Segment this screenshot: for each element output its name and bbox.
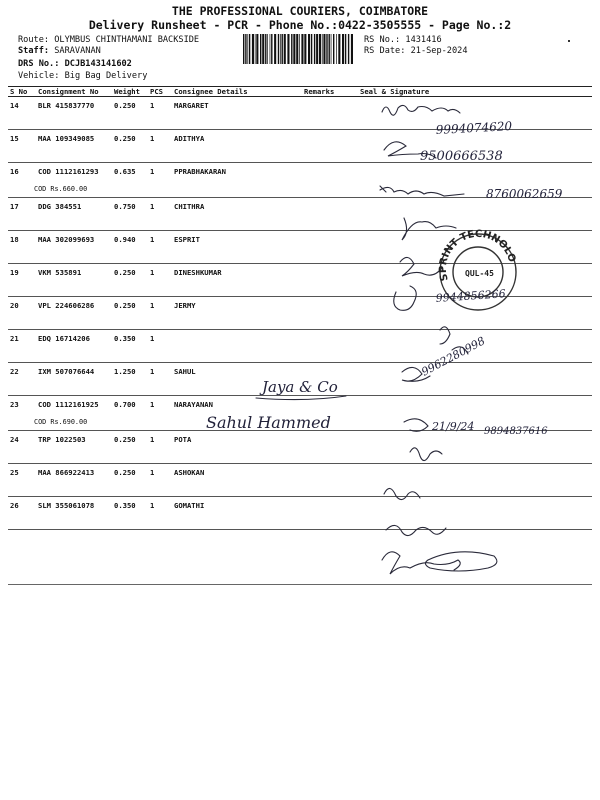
- barcode-bar: [311, 34, 312, 64]
- barcode-bar: [331, 34, 332, 64]
- cell-consignment: [36, 431, 112, 464]
- cell-seal: [358, 330, 592, 363]
- staff-value: SARAVANAN: [54, 46, 101, 56]
- cell-weight: [112, 297, 148, 330]
- barcode-bar: [287, 34, 289, 64]
- company-title: THE PROFESSIONAL COURIERS, COIMBATORE: [171, 4, 429, 18]
- cell-remarks: [302, 396, 358, 431]
- cell-sno: [8, 363, 36, 396]
- cod-amount: COD Rs.690.00: [34, 418, 88, 426]
- cell-consignment-text: COD 1112161925: [38, 400, 99, 409]
- cell-consignment-text: DDG 384551: [38, 202, 82, 211]
- handwritten-phone-19: 9944856266: [435, 287, 507, 305]
- cell-weight: [112, 231, 148, 264]
- staff-label: Staff:: [18, 46, 50, 56]
- cell-remarks: [302, 363, 358, 396]
- route-label: Route:: [18, 35, 50, 45]
- barcode-bar: [271, 34, 272, 64]
- barcode-bar: [267, 34, 268, 64]
- cell-weight-text: 0.635: [114, 167, 136, 176]
- stamp-number: QUL-45: [465, 269, 494, 278]
- cell-seal: [358, 396, 592, 431]
- cell-weight: [112, 464, 148, 497]
- rs-date-value: 21-Sep-2024: [410, 46, 468, 56]
- cell-consignee: [172, 431, 302, 464]
- cell-sno-text: 22: [10, 367, 19, 376]
- cell-weight-text: 0.250: [114, 134, 136, 143]
- barcode-bar: [348, 34, 349, 64]
- cell-sno: [8, 97, 36, 130]
- cell-sno-text: 26: [10, 501, 19, 510]
- cell-consignment: [36, 464, 112, 497]
- rs-date-line: [364, 46, 468, 56]
- barcode-bar: [280, 34, 281, 64]
- cell-consignee-text: ESPRIT: [174, 235, 200, 244]
- cell-consignee-text: CHITHRA: [174, 202, 205, 211]
- page-end-line: [8, 584, 592, 585]
- cell-consignment-text: COD 1112161293: [38, 167, 99, 176]
- cell-consignment: [36, 198, 112, 231]
- barcode-bar: [284, 34, 286, 64]
- barcode-bar: [296, 34, 298, 64]
- runsheet-subtitle: Delivery Runsheet - PCR - Phone No.:0422-3505555 - Page No.:2: [88, 18, 512, 32]
- cell-consignee: [172, 464, 302, 497]
- cell-pcs-text: 1: [150, 367, 155, 376]
- cell-weight-text: 0.940: [114, 235, 136, 244]
- barcode-bar: [265, 34, 266, 64]
- cell-sno-text: 24: [10, 435, 19, 444]
- handwritten-phone-21: 9962280998: [419, 334, 488, 379]
- cell-weight-text: 0.250: [114, 301, 136, 310]
- cell-weight: [112, 330, 148, 363]
- cell-pcs-text: 1: [150, 435, 155, 444]
- cell-pcs-text: 1: [150, 235, 155, 244]
- rs-no-label: RS No.:: [364, 35, 401, 45]
- cell-consignment-text: BLR 415837770: [38, 101, 95, 110]
- cell-pcs: [148, 431, 172, 464]
- cell-weight-text: 1.250: [114, 367, 136, 376]
- cell-weight: [112, 97, 148, 130]
- table-row: [8, 330, 592, 363]
- drs-label: DRS No.:: [18, 59, 60, 69]
- cell-consignee: [172, 130, 302, 163]
- barcode-bar: [293, 34, 295, 64]
- cell-weight: [112, 198, 148, 231]
- cell-remarks: [302, 130, 358, 163]
- barcode-bar: [282, 34, 283, 64]
- drs-line: [18, 59, 132, 69]
- cell-weight: [112, 396, 148, 431]
- cell-remarks: [302, 97, 358, 130]
- cell-pcs: [148, 396, 172, 431]
- cell-weight: [112, 130, 148, 163]
- handwritten-phone-14: 9994074620: [435, 119, 513, 137]
- barcode-bar: [342, 34, 344, 64]
- cell-seal: [358, 264, 592, 297]
- table-row: [8, 497, 592, 530]
- cell-remarks: [302, 198, 358, 231]
- cell-consignment-text: TRP 1022503: [38, 435, 86, 444]
- cell-remarks: [302, 431, 358, 464]
- col-consignment: Consignment No: [36, 87, 112, 97]
- handwritten-date-22: 21/9/24: [432, 420, 475, 433]
- cell-sno-text: 25: [10, 468, 19, 477]
- cell-remarks: [302, 330, 358, 363]
- cell-sno-text: 16: [10, 167, 19, 176]
- barcode-bar: [270, 34, 271, 64]
- cell-sno: [8, 163, 36, 198]
- col-sno: S No: [8, 87, 36, 97]
- cell-seal: [358, 198, 592, 231]
- cell-seal: [358, 231, 592, 264]
- cell-sno: [8, 396, 36, 431]
- barcode-bar: [308, 34, 310, 64]
- barcode-bar: [249, 34, 250, 64]
- barcode-bar: [299, 34, 300, 64]
- cell-consignee-text: SAHUL: [174, 367, 196, 376]
- barcode-bar: [326, 34, 327, 64]
- cell-sno: [8, 130, 36, 163]
- cell-consignee-text: ASHOKAN: [174, 468, 205, 477]
- cell-pcs: [148, 97, 172, 130]
- table-row: [8, 297, 592, 330]
- barcode-bar: [255, 34, 256, 64]
- cell-consignment-text: EDQ 16714206: [38, 334, 90, 343]
- cell-sno: [8, 330, 36, 363]
- runsheet-table: [8, 86, 592, 530]
- cell-consignment: [36, 97, 112, 130]
- cell-consignment: [36, 363, 112, 396]
- barcode: [243, 34, 353, 64]
- table-row: [8, 264, 592, 297]
- cell-sno: [8, 297, 36, 330]
- cell-weight-text: 0.350: [114, 501, 136, 510]
- cell-remarks: [302, 231, 358, 264]
- cell-sno: [8, 231, 36, 264]
- cell-consignee: [172, 396, 302, 431]
- cell-remarks: [302, 497, 358, 530]
- cell-consignee-text: POTA: [174, 435, 192, 444]
- rs-no-line: [364, 35, 442, 45]
- barcode-bar: [256, 34, 258, 64]
- barcode-bar: [252, 34, 254, 64]
- cell-weight: [112, 163, 148, 198]
- barcode-bar: [243, 34, 244, 64]
- cell-consignment: [36, 396, 112, 431]
- rs-date-label: RS Date:: [364, 46, 406, 56]
- cell-pcs: [148, 264, 172, 297]
- col-pcs: PCS: [148, 87, 172, 97]
- cell-consignee-text: JERMY: [174, 301, 196, 310]
- signature-26: [382, 552, 460, 574]
- cell-pcs: [148, 231, 172, 264]
- cell-pcs: [148, 130, 172, 163]
- cell-remarks: [302, 464, 358, 497]
- cell-weight-text: 0.350: [114, 334, 136, 343]
- cell-sno-text: 14: [10, 101, 19, 110]
- cell-consignment: [36, 497, 112, 530]
- cell-pcs: [148, 330, 172, 363]
- barcode-bar: [314, 34, 315, 64]
- handwritten-phone-15: 9500666538: [420, 149, 503, 164]
- cell-sno-text: 23: [10, 400, 19, 409]
- barcode-bar: [323, 34, 325, 64]
- table-row: [8, 130, 592, 163]
- cell-consignment: [36, 163, 112, 198]
- cell-consignee: [172, 198, 302, 231]
- cell-seal: [358, 163, 592, 198]
- table-header-row: [8, 87, 592, 97]
- vehicle-label: Vehicle:: [18, 71, 60, 81]
- table-row: [8, 396, 592, 431]
- cell-weight-text: 0.250: [114, 435, 136, 444]
- cell-pcs-text: 1: [150, 301, 155, 310]
- cell-weight: [112, 264, 148, 297]
- barcode-bar: [319, 34, 321, 64]
- cell-sno-text: 20: [10, 301, 19, 310]
- cell-consignee: [172, 363, 302, 396]
- cell-consignee: [172, 497, 302, 530]
- cell-consignment: [36, 264, 112, 297]
- barcode-bar: [247, 34, 248, 64]
- cell-sno: [8, 464, 36, 497]
- cell-weight-text: 0.250: [114, 468, 136, 477]
- barcode-bar: [278, 34, 279, 64]
- table-row: [8, 363, 592, 396]
- cell-consignment-text: MAA 109349085: [38, 134, 95, 143]
- cell-consignment-text: MAA 866922413: [38, 468, 95, 477]
- cell-consignee-text: MARGARET: [174, 101, 209, 110]
- cell-consignment-text: IXM 507076644: [38, 367, 95, 376]
- rs-no-value: 1431416: [405, 35, 442, 45]
- barcode-bar: [336, 34, 337, 64]
- barcode-bar: [338, 34, 340, 64]
- cell-pcs: [148, 363, 172, 396]
- handwritten-phone-16: 8760062659: [486, 187, 563, 201]
- cell-pcs-text: 1: [150, 268, 155, 277]
- cell-sno-text: 17: [10, 202, 19, 211]
- cell-consignment: [36, 130, 112, 163]
- barcode-bar: [301, 34, 303, 64]
- table-row: [8, 431, 592, 464]
- cell-consignee: [172, 97, 302, 130]
- cell-seal: [358, 130, 592, 163]
- cell-pcs-text: 1: [150, 400, 155, 409]
- cell-seal: [358, 431, 592, 464]
- cell-pcs: [148, 198, 172, 231]
- drs-value: DCJB143141602: [64, 59, 132, 69]
- cell-consignment-text: VKM 535891: [38, 268, 82, 277]
- col-remarks: Remarks: [302, 87, 358, 97]
- barcode-bar: [262, 34, 264, 64]
- cell-weight-text: 0.250: [114, 101, 136, 110]
- cell-consignee: [172, 330, 302, 363]
- barcode-bar: [304, 34, 306, 64]
- cell-pcs-text: 1: [150, 167, 155, 176]
- col-seal-signature: Seal & Signature: [358, 87, 592, 97]
- cell-sno-text: 21: [10, 334, 19, 343]
- cell-consignee: [172, 231, 302, 264]
- cell-consignment-text: MAA 302099693: [38, 235, 95, 244]
- cell-weight-text: 0.700: [114, 400, 136, 409]
- cell-consignment-text: VPL 224606286: [38, 301, 95, 310]
- cell-weight-text: 0.250: [114, 268, 136, 277]
- cell-pcs: [148, 464, 172, 497]
- col-consignee: Consignee Details: [172, 87, 302, 97]
- vehicle-value: Big Bag Delivery: [64, 71, 148, 81]
- cell-consignee-text: GOMATHI: [174, 501, 205, 510]
- barcode-bar: [245, 34, 246, 64]
- cell-weight: [112, 431, 148, 464]
- cell-pcs-text: 1: [150, 101, 155, 110]
- cell-consignee: [172, 163, 302, 198]
- cell-weight: [112, 363, 148, 396]
- cell-pcs-text: 1: [150, 468, 155, 477]
- cell-consignee-text: DINESHKUMAR: [174, 268, 222, 277]
- cell-consignee: [172, 297, 302, 330]
- table-row: [8, 231, 592, 264]
- route-value: OLYMBUS CHINTHAMANI BACKSIDE: [54, 35, 200, 45]
- cod-amount: COD Rs.660.00: [34, 185, 88, 193]
- cell-consignee-text: NARAYANAN: [174, 400, 213, 409]
- cell-pcs: [148, 297, 172, 330]
- barcode-bar: [316, 34, 318, 64]
- handwritten-remark-22: Sahul Hammed: [206, 413, 331, 432]
- cell-pcs-text: 1: [150, 202, 155, 211]
- staff-line: [18, 46, 101, 56]
- cell-consignee-text: PPRABHAKARAN: [174, 167, 226, 176]
- cell-pcs: [148, 497, 172, 530]
- cell-sno-text: 18: [10, 235, 19, 244]
- table-row: [8, 163, 592, 198]
- cell-sno-text: 15: [10, 134, 19, 143]
- table-row: [8, 198, 592, 231]
- cell-pcs-text: 1: [150, 134, 155, 143]
- barcode-bar: [345, 34, 346, 64]
- cell-sno: [8, 431, 36, 464]
- cell-sno: [8, 264, 36, 297]
- barcode-bar: [333, 34, 334, 64]
- cell-pcs-text: 1: [150, 501, 155, 510]
- handwritten-phone-22: 9894837616: [484, 426, 548, 437]
- route-line: [18, 35, 199, 45]
- cell-consignment: [36, 297, 112, 330]
- cell-remarks: [302, 163, 358, 198]
- cell-consignment: [36, 330, 112, 363]
- barcode-bar: [351, 34, 353, 64]
- cell-consignee-text: ADITHYA: [174, 134, 205, 143]
- barcode-bar: [322, 34, 323, 64]
- barcode-bar: [291, 34, 292, 64]
- barcode-bar: [260, 34, 261, 64]
- cell-sno: [8, 198, 36, 231]
- handwritten-remark-21: Jaya & Co: [262, 378, 338, 396]
- cell-consignment: [36, 231, 112, 264]
- cell-seal: [358, 497, 592, 530]
- cell-consignment-text: SLM 355061078: [38, 501, 95, 510]
- cell-seal: [358, 97, 592, 130]
- barcode-bar: [274, 34, 276, 64]
- cell-pcs-text: 1: [150, 334, 155, 343]
- cell-remarks: [302, 264, 358, 297]
- cell-consignee: [172, 264, 302, 297]
- table-row: [8, 464, 592, 497]
- cell-sno-text: 19: [10, 268, 19, 277]
- vehicle-line: [18, 71, 147, 81]
- cell-sno: [8, 497, 36, 530]
- col-weight: Weight: [112, 87, 148, 97]
- cell-pcs: [148, 163, 172, 198]
- cell-seal: [358, 464, 592, 497]
- barcode-bar: [329, 34, 330, 64]
- speck: [568, 40, 570, 42]
- stamp-text: SPRINT TECHNOLO: [437, 228, 518, 283]
- cell-weight: [112, 497, 148, 530]
- cell-seal: [358, 297, 592, 330]
- cell-weight-text: 0.750: [114, 202, 136, 211]
- signature-26-ring: [425, 552, 496, 571]
- cell-seal: [358, 363, 592, 396]
- table-row: [8, 97, 592, 130]
- cell-remarks: [302, 297, 358, 330]
